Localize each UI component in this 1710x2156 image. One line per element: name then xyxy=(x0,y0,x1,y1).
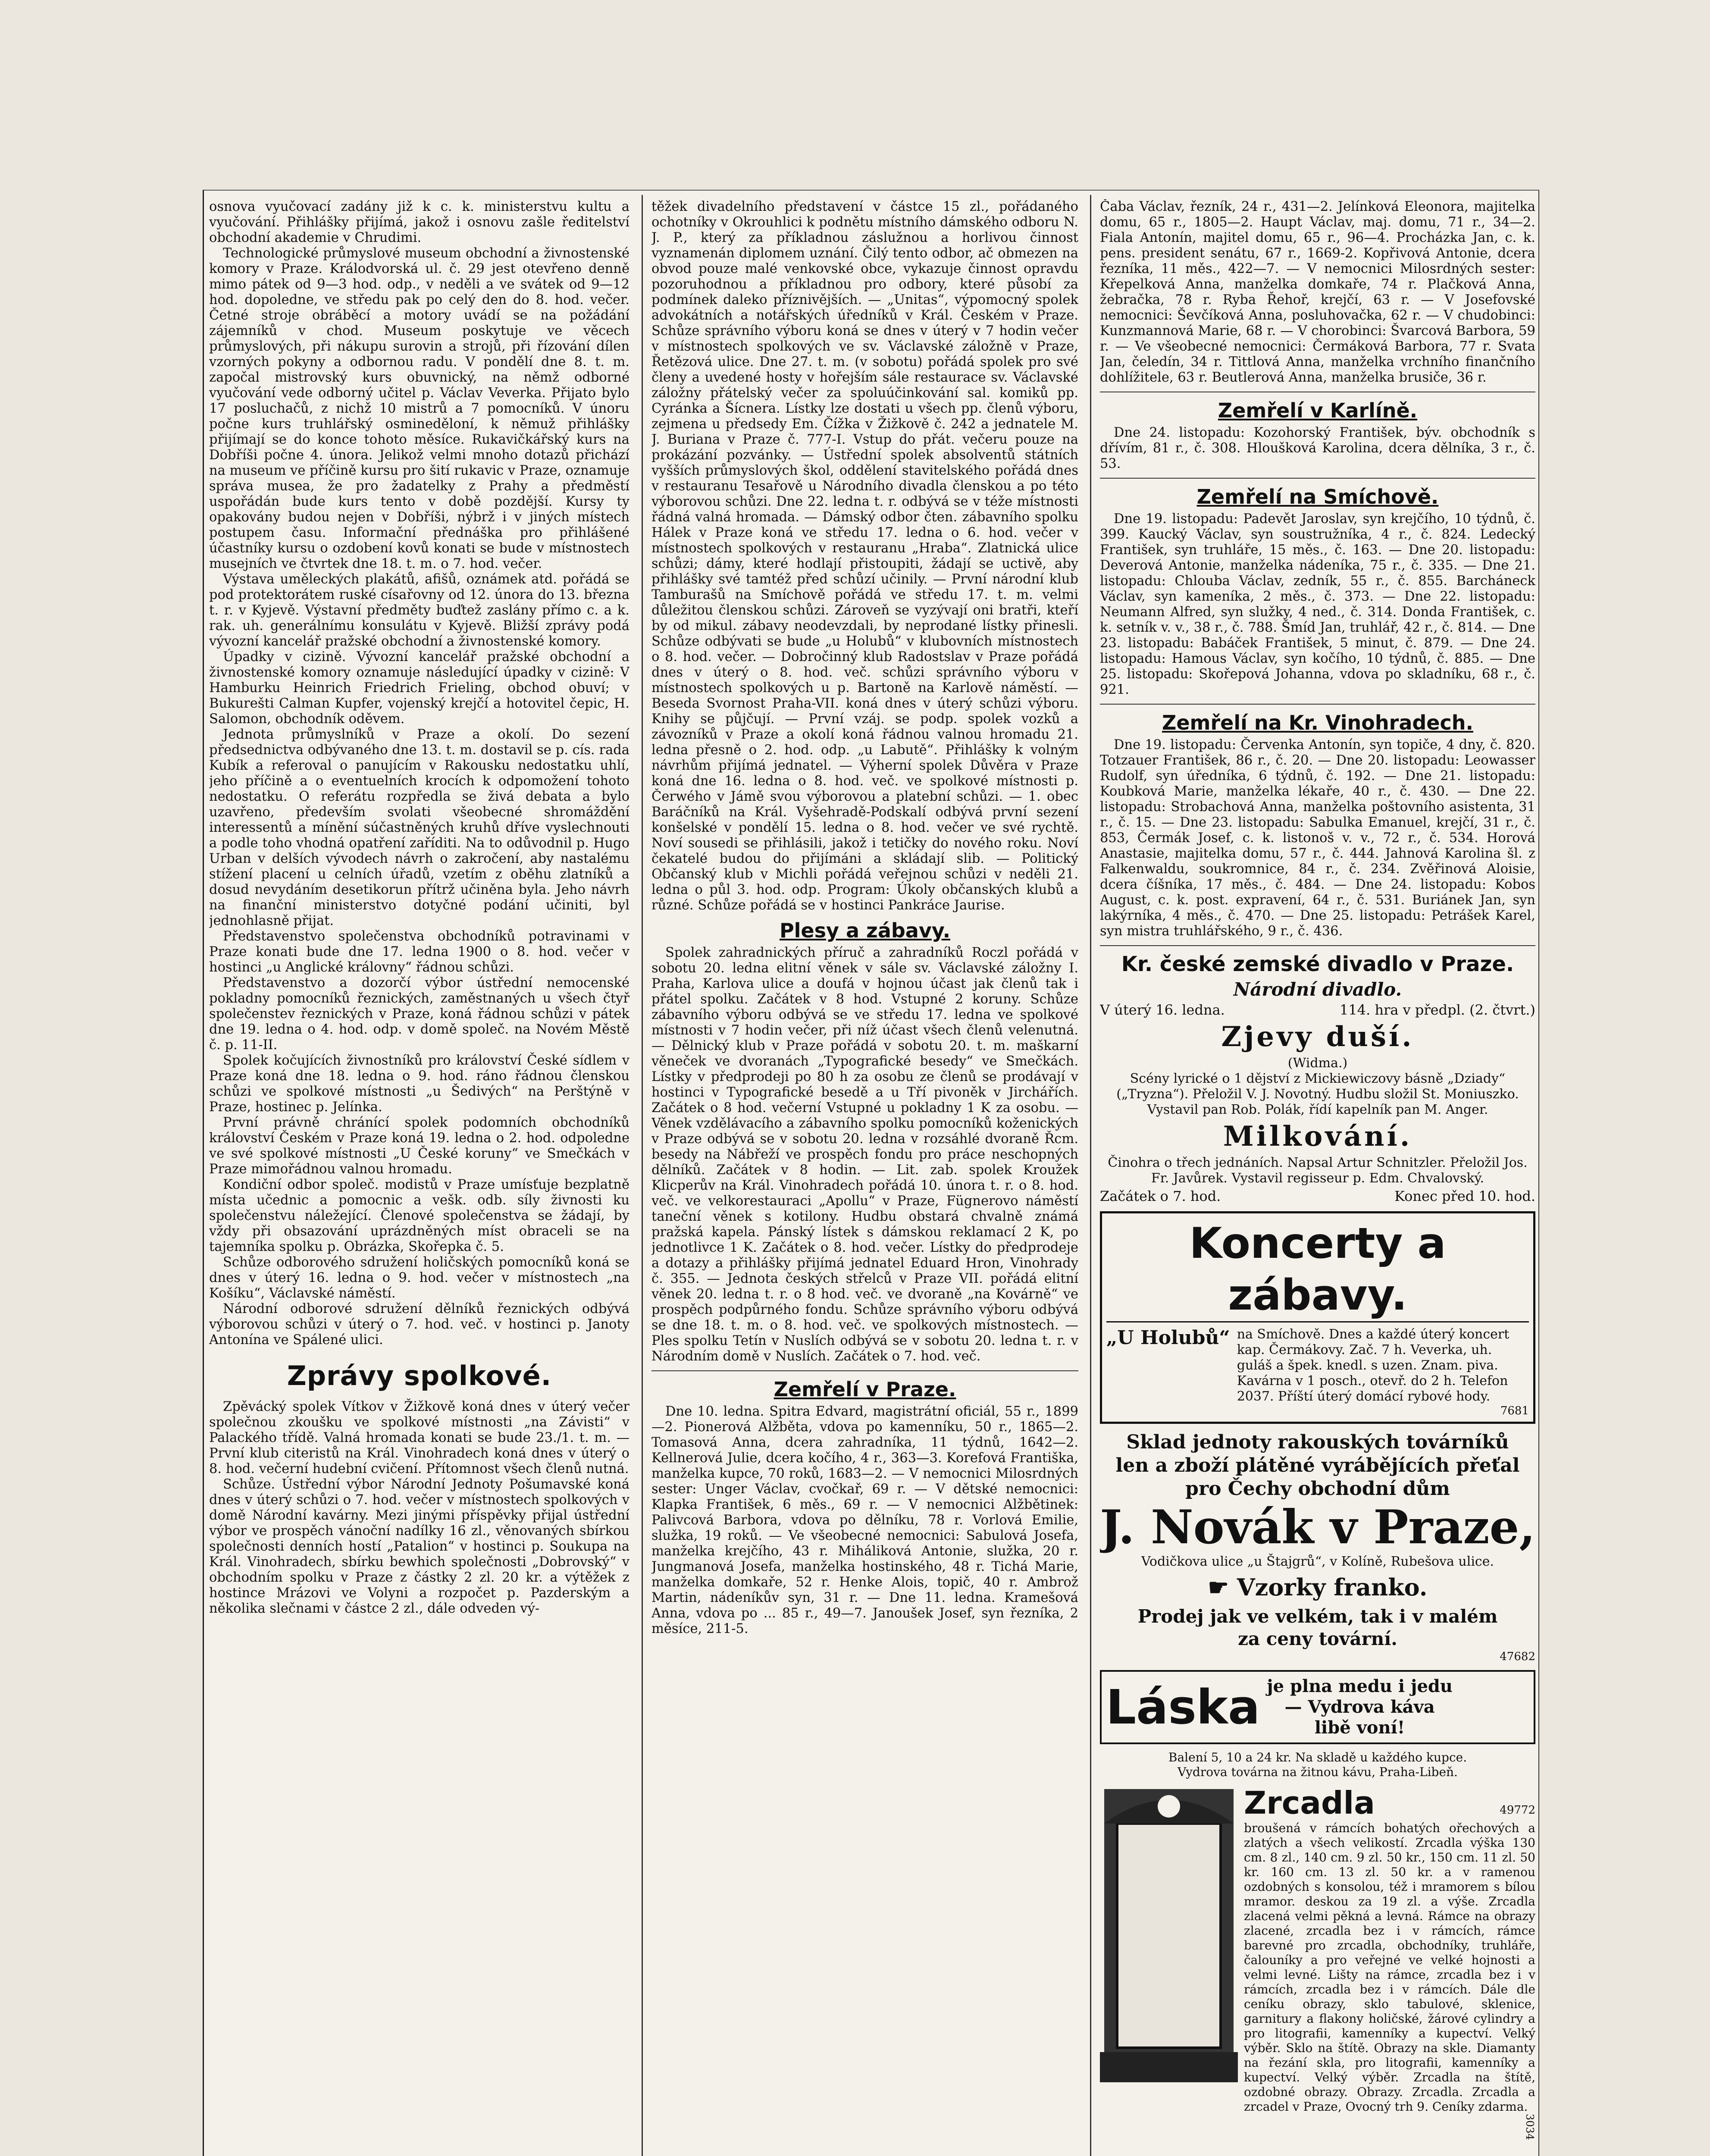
paragraph: Úpadky v cizině. Vývozní kancelář pražské obchodní a živnostenské komory oznamuje následující úpadky v cizině: V Hamburku Heinrich Friedrich Frieling, obchod obuví; v Bukurešti Calman Kupfer, vojenský krejčí a hotovitel čepic, H. Salomon, obchodník oděvem. xyxy=(209,649,630,727)
mirror-ad-text: broušená v rámcích bohatých ořechových a zlatých a všech velikostí. Zrcadla výška 130 cm. 8 zl., 140 cm. 9 zl. 50 kr., 150 cm. 11 zl. 50 kr. 160 cm. 13 zl. 50 kr. a v ramenou ozdobných s konsolou, též i mramorem s bílou mramor. deskou za 19 zl. a výše. Zrcadla zlacená velmi pěkná a levná. Rámce na obrazy zlacené, zrcadla bez i v rámcích, rámce barevné pro zrcadla, obchodníky, truhláře, čalouníky a pro veřejné ve velké hojnosti a velmi levné. Lišty na rámce, zrcadla bez i v rámcích, zrcadla bez i v rámcích. Dále dle ceníku obrazy, sklo tabulové, sklenice, garnitury a flakony holičské, žárové cylindry a pro litografii, kamenníky a kupectví. Velký výběr. Sklo na štítě. Obrazy na skle. Diamanty na řezání skla, pro litografii, kamenníky a kupectví. Velký výběr. Zrcadla na štítě, ozdobné obrazy. Obrazy. Zrcadla. Zrcadla a zrcadel v Praze, Ovocný trh 9. Ceníky zdarma. xyxy=(1244,1821,1535,2114)
divider xyxy=(1100,478,1535,479)
paragraph: těžek divadelního představení v částce 15 zl., pořádaného ochotníky v Okrouhlici k podnětu místního dámského odboru N. J. P., který za příkladnou záslužnou a horlivou činnost vyznamenán diplomem uznání. Čilý tento odbor, ač obmezen na obvod pouze malé venkovské obce, vykazuje činnost opravdu pozoruhodnou a příkladnou pro odbory, které působí za podmínek daleko příznivějších. — „Unitas“, výpomocný spolek advokátních a notářských úředníků v Král. Českém v Praze. Schůze správního výboru koná se dnes v úterý v 7 hodin večer v místnostech spolkových ve sv. Václavské záložně v Praze, Řetězová ulice. Dne 27. t. m. (v sobotu) pořádá spolek pro své členy a uvedené hosty v hořejším sále restaurace sv. Václavské záložny přátelský večer za spoluúčinkování sal. komiků pp. Cyránka a Šícnera. Lístky lze dostati u všech pp. členů výboru, zejmena u předsedy Em. Čížka v Žižkově č. 242 a jednatele M. J. Buriana v Praze č. 777-I. Vstup do přát. večeru pouze na prokázání pozvánky. — Ústřední spolek absolventů státních vyšších průmyslových škol, oddělení stavitelského pořádá dnes v restauranu Tesařově u Národního divadla členskou a po této výborovou schůzi. Dne 22. ledna t. r. odbývá se v téže místnosti řádná valná hromada. — Dámský odbor čten. zábavního spolku Hálek v Praze koná ve středu 17. ledna o 6. hod. večer v místnostech spolkových v restauranu „Hraba“. Zlatnická ulice schůzi; dámy, které hodlají přistoupiti, žádají se uctivě, aby přihlášky své tamtéž před schůzí učinily. — První národní klub Tamburašů na Smíchově pořádá ve středu 17. t. m. velmi důležitou členskou schůzi. Zároveň se vyzývají oni bratři, kteří by od mikul. zábavy neodevzdali, by neprodané lístky přinesli. Schůze odbývati se bude „u Holubů“ v klubovních místnostech o 8. hod. večer. — Dobročinný klub Radostslav v Praze pořádá dnes v úterý o 8. hod. več. schůzi správního výboru v místnostech spolkových u p. Bartoně na Karlově náměstí. — Beseda Svornost Praha-VII. koná dnes v úterý schůzi výboru. Knihy se půjčují. — První vzáj. se podp. spolek vozků a závozníků v Praze a okolí koná řádnou valnou hromadu 21. ledna přesně o 2. hod. odp. „u Labutě“. Přihlášky k volným návrhům přijímá jednatel. — Výherní spolek Důvěra v Praze koná dne 16. ledna o 8. hod. več. ve spolkové místnosti p. Čerwého v Jámě svou výborovou a platební schůzi. — 1. obec Baráčníků na Král. Vyšehradě-Podskalí odbývá první sezení konšelské v pondělí 15. ledna o 8. hod. večer ve své rychtě. Noví sousedi se přihlásili, jakož i tetičky do nového roku. Noví čekatelé budou do přijímáni a skládají slib. — Politický Občanský klub v Michli pořádá veřejnou schůzi v neděli 21. ledna o půl 3. hod. odp. Program: Úkoly občanských klubů a různé. Schůze pořádá se v hostinci Pankráce Jaurise. xyxy=(651,199,1078,913)
paragraph: Představenstvo a dozorčí výbor ústřední nemocenské pokladny pomocníků řeznických, zaměstnaných u všech čtyř společenstev řeznických v Praze, koná řádnou schůzi v pátek dne 19. ledna o 4. hod. odp. v domě společ. na Novém Městě č. p. 11-II. xyxy=(209,975,630,1053)
novak-ad xyxy=(1100,1431,1535,1663)
paragraph: Představenstvo společenstva obchodníků potravinami v Praze konati bude dne 17. ledna 1900 o 8. hod. večer v hostinci „u Anglické královny“ řádnou schůzi. xyxy=(209,929,630,975)
paragraph: Dne 19. listopadu: Padevět Jaroslav, syn krejčího, 10 týdnů, č. 399. Kaucký Václav, syn soustružníka, 4 r., č. 824. Ledecký František, syn truhláře, 15 měs., č. 163. — Dne 20. listopadu: Deverová Antonie, manželka nádeníka, 75 r., č. 335. — Dne 21. listopadu: Chlouba Václav, zedník, 55 r., č. 855. Barcháneck Václav, syn kameníka, 2 měs., č. 373. — Dne 22. listopadu: Neumann Alfred, syn služky, 4 ned., č. 314. Donda František, c. k. setník v. v., 38 r., č. 788. Šmíd Jan, truhlář, 42 r., č. 814. — Dne 23. listopadu: Babáček František, 5 minut, č. 879. — Dne 24. listopadu: Hamous Václav, syn kočího, 10 týdnů, č. 885. — Dne 25. listopadu: Skořepová Johanna, vdova po skladníku, 68 r., č. 921. xyxy=(1100,511,1535,697)
column-1 xyxy=(209,199,630,2156)
start-time: Začátek o 7. hod. xyxy=(1100,1188,1221,1204)
paragraph: První právně chránící spolek podomních obchodníků království Českém v Praze koná 19. ledna o 2. hod. odpoledne ve své spolkové místnosti „U České koruny“ ve Smečkách v Praze mimořádnou valnou hromadu. xyxy=(209,1115,630,1177)
column-2 xyxy=(651,199,1078,2156)
play-subtitle: (Widma.) xyxy=(1287,1056,1348,1071)
theatre-subheading: Národní divadlo. xyxy=(1233,979,1402,1000)
play-description: Scény lyrické o 1 dějství z Mickiewiczovy básně „Dziady“ („Tryzna“). Přeložil V. J. Novotný. Hudbu složil St. Moniuszko. Vystavil pan Rob. Polák, řídí kapelník pan M. Anger. xyxy=(1116,1071,1519,1117)
play-title: Zjevy duší. xyxy=(1221,1021,1414,1053)
mirror-ad xyxy=(1100,1785,1535,2114)
paragraph: Čaba Václav, řezník, 24 r., 431—2. Jelínková Eleonora, majitelka domu, 65 r., 1805—2. Haupt Václav, maj. domu, 71 r., 34—2. Fiala Antonín, majitel domu, 65 r., 96—4. Procházka Jan, c. k. pens. president senátu, 67 r., 1669-2. Kopřivová Antonie, dcera řezníka, 11 měs., 422—7. — V nemocnici Milosrdných sester: Křepelková Anna, manželka domkaře, 74 r. Plačková Anna, žebračka, 78 r. Ryba Řehoř, krejčí, 63 r. — V Josefovské nemocnici: Ševčíková Anna, posluhovačka, 62 r. — V chudobinci: Kunzmannová Marie, 68 r. — V chorobinci: Švarcová Barbora, 59 r. — Ve všeobecné nemocnici: Čermáková Barbora, 77 r. Svata Jan, čeledín, 34 r. Tittlová Anna, manželka vrchního finančního dohlížitele, 63 r. Beutlerová Anna, manželka brusiče, 36 r. xyxy=(1100,199,1535,385)
paragraph: Výstava uměleckých plakátů, afišů, oznámek atd. pořádá se pod protektorátem ruské císařovny od 12. února do 13. března t. r. v Kyjevě. Výstavní předměty buďtež zaslány přímo c. a k. rak. uh. generálnímu konsulátu v Kyjevě. Bližší zprávy podá vývozní kancelář pražské obchodní a živnostenské komory. xyxy=(209,572,630,649)
paragraph: Dne 19. listopadu: Červenka Antonín, syn topiče, 4 dny, č. 820. Totzauer František, 86 r., č. 20. — Dne 20. listopadu: Leowasser Rudolf, syn úředníka, 6 týdnů, č. 192. — Dne 21. listopadu: Koubková Marie, manželka lékaře, 40 r., č. 430. — Dne 22. listopadu: Strobachová Anna, manželka poštovního asistenta, 31 r., č. 15. — Dne 23. listopadu: Sabulka Emanuel, krejčí, 31 r., č. 853, Čermák Josef, c. k. listonoš v. v., 72 r., č. 534. Horová Anastasie, majitelka domu, 57 r., č. 444. Jahnová Karolina šl. z Falkenwaldu, soukromnice, 84 r., č. 234. Zvěřinová Aloisie, dcera číšníka, 17 měs., č. 484. — Dne 24. listopadu: Kobos August, c. k. post. expravení, 64 r., č. 531. Buriánek Jan, syn lakýrníka, 4 měs., č. 470. — Dne 25. listopadu: Petrášek Karel, syn mistra truhlářského, 9 r., č. 436. xyxy=(1100,737,1535,939)
column-rule xyxy=(642,195,643,2156)
laska-word: Láska xyxy=(1106,1680,1260,1735)
theatre-listing xyxy=(1100,952,1535,1204)
ad-number: 49772 xyxy=(1500,1804,1535,1817)
mirror-illustration xyxy=(1100,1785,1238,2087)
laska-slogan: je plna medu i jedu — Vydrova káva libě voní! xyxy=(1267,1676,1453,1738)
ad-number: 47682 xyxy=(1500,1650,1535,1663)
theatre-heading: Kr. české zemské divadlo v Praze. xyxy=(1121,952,1514,976)
novak-address: Vodičkova ulice „u Štajgrů“, v Kolíně, Rubešova ulice. xyxy=(1141,1554,1494,1569)
column-3 xyxy=(1100,199,1535,2156)
concert-text: na Smíchově. Dnes a každé úterý koncert kap. Čermákovy. Zač. 7 h. Veverka, uh. guláš a špek. knedl. s uzen. Znam. piva. Kavárna v 1 posch., otevř. do 2 h. Telefon 2037. Příští úterý domácí rybové hody. xyxy=(1237,1327,1510,1404)
concert-ad xyxy=(1100,1211,1535,1424)
concert-venue: „U Holubů“ xyxy=(1106,1327,1230,1349)
play-title: Milkování. xyxy=(1223,1120,1412,1153)
end-time: Konec před 10. hod. xyxy=(1394,1188,1535,1204)
paragraph: Schůze. Ústřední výbor Národní Jednoty Pošumavské koná dnes v úterý schůzi o 7. hod. večer v místnostech spolkových v domě Národní kavárny. Mezi jinými příspěvky přijal ústřední výbor ve prospěch vánoční nadílky 16 zl., věnovaných sbírkou společnosti denních hostí „Patalion“ v hostinci p. Soukupa na Král. Vinohradech, sbírku bewhich společnosti „Dobrovský“ v obchodním spolku v Praze z částky 2 zl. 20 kr. a výtěžek z hostince Mrázovi ve Volyni a rozpočet p. Pazderským a několika slečnami v částce 2 zl., dále odveden vý- xyxy=(209,1477,630,1616)
theatre-date-row xyxy=(1100,1002,1535,1018)
paragraph: Zpěvácký spolek Vítkov v Žižkově koná dnes v úterý večer společnou zkoušku ve spolkové místnosti „na Závisti“ v Palackého třídě. Valná hromada konati se bude 23./1. t. m. — První klub citeristů na Král. Vinohradech koná dnes v úterý o 8. hod. večerní hudební cvičení. Přítomnost všech členů nutná. xyxy=(209,1399,630,1476)
novak-ad-line: Sklad jednoty rakouských továrníků xyxy=(1126,1431,1509,1453)
ad-side-number: 3034 xyxy=(1524,2114,1536,2140)
section-heading: Zemřelí v Karlíně. xyxy=(1218,399,1418,422)
ad-number: 7681 xyxy=(1500,1404,1529,1417)
section-heading: Plesy a zábavy. xyxy=(779,919,951,942)
paragraph: Dne 10. ledna. Spitra Edvard, magistrátní oficiál, 55 r., 1899—2. Pionerová Alžběta, vdova po kamenníku, 50 r., 1865—2. Tomasová Anna, dcera zahradníka, 11 týdnů, 1642—2. Kellnerová Julie, dcera kočího, 4 r., 363—3. Korefová Františka, manželka kupce, 70 roků, 1683—2. — V nemocnici Milosrdných sester: Unger Václav, cvočkař, 69 r. — V dětské nemocnici: Klapka František, 6 měs., 69 r. — V nemocnici Alžbětinek: Palivcová Barbora, vdova po dělníku, 78 r. Vorlová Emilie, služka, 19 roků. — Ve všeobecné nemocnici: Sabulová Josefa, manželka krejčího, 43 r. Miháliková Antonie, služka, 20 r. Jungmanová Josefa, manželka hostinského, 48 r. Tichá Marie, manželka domkaře, 52 r. Henke Alois, topič, 40 r. Ambrož Martin, nádeníkův syn, 31 r. — Dne 11. ledna. Kramešová Anna, vdova po ... 85 r., 49—7. Janoušek Josef, syn řezníka, 2 měsíce, 211-5. xyxy=(651,1404,1078,1636)
paragraph: Technologické průmyslové museum obchodní a živnostenské komory v Praze. Králodvorská ul. č. 29 jest otevřeno denně mimo pátek od 9—3 hod. odp., v neděli a ve svátek od 9—12 hod. dopoledne, ve středu pak po celý den do 8. hod. večer. Četné stroje obráběcí a motory uvádí se na požádání zájemníků v chod. Museum poskytuje ve věcech průmyslových, při nákupu surovin a strojů, při řízování dílen vzorných pokyny a odbornou radu. V pondělí dne 8. t. m. započal mistrovský kurs obuvnický, na němž odborné vyučování vede odborný učitel p. Václav Veverka. Přijato bylo 17 posluchačů, z nichž 10 mistrů a 7 pomocníků. V únoru počne kurs truhlářský osmineděloní, k němuž přihlášky přijímají se do konce tohoto měsíce. Rukavičkářský kurs na Dobříši počne 4. února. Jelikož velmi mnoho dotazů přichází na museum ve příčině kursu pro šití rukavic v Praze, oznamuje správa musea, že pro žadatelky z Prahy a předměstí uspořádán bude kurs tento v době pozdější. Kursy ty opakovány budou nejen v Dobříši, nýbrž i v jiných místech postupem času. Informační přednáška pro přihlášené účastníky kursu o ozdobení kovů konati se bude v místnostech musejních ve čtvrtek dne 18. t. m. o 7. hod. večer. xyxy=(209,246,630,571)
column-rule xyxy=(1090,195,1091,2156)
laska-footer: Balení 5, 10 a 24 kr. Na skladě u každého kupce. Vydrova továrna na žitnou kávu, Praha-Libeň. xyxy=(1168,1750,1467,1779)
laska-ad xyxy=(1100,1670,1535,1744)
novak-sale: Prodej jak ve velkém, tak i v malém xyxy=(1137,1606,1498,1627)
theatre-times xyxy=(1100,1188,1535,1204)
novak-ad-line: len a zboží plátěné vyrábějících přeťal pro Čechy obchodní dům xyxy=(1115,1454,1520,1500)
paragraph: Spolek zahradnických příruč a zahradníků Roczl pořádá v sobotu 20. ledna elitní věnek v sále sv. Václavské záložny I. Praha, Karlova ulice a doufá v hojnou účast jak členů tak i přátel spolku. Začátek v 8 hod. Vstupné 2 koruny. Schůze zábavního výboru odbývá se ve středu 17. ledna ve spolkové místnosti v 7 hodin večer, při níž účast všech členů velenutná. — Dělnický klub v Praze pořádá v sobotu 20. t. m. maškarní věneček ve dvoranách „Typografické besedy“ ve Smečkách. Lístky v předprodeji po 80 h za osobu ze členů se prodávají v hostinci v Typografické besedě a u Tří pivoněk v Jirchářích. Začátek o 8 hod. večerní Vstupné u pokladny 1 K za osobu. — Věnek vzdělávacího a zábavního spolku pomocníků koženických v Praze odbývá se v sobotu 20. ledna v rozsáhlé dvoraně Řcm. besedy na Nábřeží ve prospěch fondu pro práce neschopných dělníků. Začátek v 8 hodin. — Lit. zab. spolek Kroužek Klicperův na Král. Vinohradech pořádá 10. února t. r. o 8. hod. več. ve velkorestauraci „Apollu“ v Praze, Fügnerovo náměstí taneční věnek s kotilony. Hudbu obstará chvalně známá pražská kapela. Pánský lístek s dámskou reklamací 2 K, po jednotlivce 1 K. Začátek o 8. hod. večer. Lístky do předprodeje a dotazy a přihlášky přijímá jednatel Eduard Hron, Vinohrady č. 355. — Jednota českých střelců v Praze VII. pořádá elitní věnek 20. ledna t. r. o 8 hod. več. ve dvoraně „na Kovárně“ ve prospěch podpůrného fondu. Schůze správního výboru odbývá se dne 18. t. m. o 8. hod. več. ve spolkových místnostech. — Ples spolku Tetín v Nuslích odbývá se v sobotu 20. ledna t. r. v Národním domě v Nuslích. Začátek o 7. hod. več. xyxy=(651,945,1078,1364)
paragraph: Spolek kočujících živnostníků pro království České sídlem v Praze koná dne 18. ledna o 9. hod. ráno řádnou členskou schůzi ve spolkové místnosti „u Šedivých“ na Perštýně v Praze, hostinec p. Jelínka. xyxy=(209,1053,630,1115)
concert-ad-body xyxy=(1106,1327,1529,1404)
play-description: Činohra o třech jednáních. Napsal Artur Schnitzler. Přeložil Jos. Fr. Javůrek. Vystavil regisseur p. Edm. Chvalovský. xyxy=(1108,1155,1528,1186)
concert-ad-title: Koncerty a zábavy. xyxy=(1106,1218,1529,1322)
paragraph: osnova vyučovací zadány již k c. k. ministerstvu kultu a vyučování. Přihlášky přijímá, jakož i osnovu zašle ředitelství obchodní akademie v Chrudimi. xyxy=(209,199,630,245)
novak-samples: ☛ Vzorky franko. xyxy=(1208,1573,1428,1601)
section-heading: Zemřelí na Kr. Vinohradech. xyxy=(1162,711,1473,734)
theatre-subscription: 114. hra v předpl. (2. čtvrt.) xyxy=(1340,1002,1535,1018)
paragraph: Kondiční odbor společ. modistů v Praze umísťuje bezplatně místa učednic a pomocnic a vešk. odb. síly živnosti ku společenstvu náležející. Členové společenstva se žádají, by vždy při obsazování uprázdněných míst obraceli se na tajemníka spolku p. Obrázka, Skořepka č. 5. xyxy=(209,1177,630,1254)
mirror-ad-heading: Zrcadla xyxy=(1244,1785,1375,1821)
novak-brand: J. Novák v Praze, xyxy=(1100,1500,1535,1554)
section-heading: Zemřelí v Praze. xyxy=(774,1378,956,1401)
theatre-date: V úterý 16. ledna. xyxy=(1100,1002,1225,1018)
paragraph: Schůze odborového sdružení holičských pomocníků koná se dnes v úterý 16. ledna o 9. hod. večer v místnostech „na Košíku“, Václavské náměstí. xyxy=(209,1255,630,1301)
novak-sale: za ceny tovární. xyxy=(1238,1628,1397,1649)
divider xyxy=(1100,945,1535,946)
paragraph: Jednota průmyslníků v Praze a okolí. Do sezení předsednictva odbývaného dne 13. t. m. dostavil se p. cís. rada Kubík a referoval o panujícím v Rakousku nedostatku uhlí, jeho příčině a o eventuelních krocích k odpomožení tohoto nedostatku. O referátu rozpředla se živá debata a bylo uzavřeno, především svolati všeobecné shromáždění interessentů a mínění súčastněných kruhů dříve vyslechnouti a podle toho vhodná opatření zaříditi. Na to odůvodnil p. Hugo Urban v delších vývodech návrh o zakročení, aby nastalému stížení placení u celních úřadů, vzetím z oběhu zlatníků a dosud nevydáním desetikorun přítrž učiněna byla. Jeho návrh na finanční ministerstvo dotyčné podání učiniti, byl jednohlasně přijat. xyxy=(209,727,630,928)
section-heading: Zprávy spolkové. xyxy=(287,1360,552,1391)
section-heading: Zemřelí na Smíchově. xyxy=(1196,485,1439,508)
paragraph: Národní odborové sdružení dělníků řeznických odbývá výborovou schůzi v úterý o 7. hod. več. v hostinci p. Janoty Antonína ve Spálené ulici. xyxy=(209,1301,630,1348)
newspaper-page xyxy=(203,190,1539,2156)
pointing-hand-icon: ☛ xyxy=(1208,1573,1237,1601)
divider xyxy=(1100,704,1535,705)
divider xyxy=(651,1370,1078,1371)
paragraph: Dne 24. listopadu: Kozohorský František, býv. obchodník s dřívím, 81 r., č. 308. Hloušková Karolina, dcera dělníka, 3 r., č. 53. xyxy=(1100,425,1535,471)
